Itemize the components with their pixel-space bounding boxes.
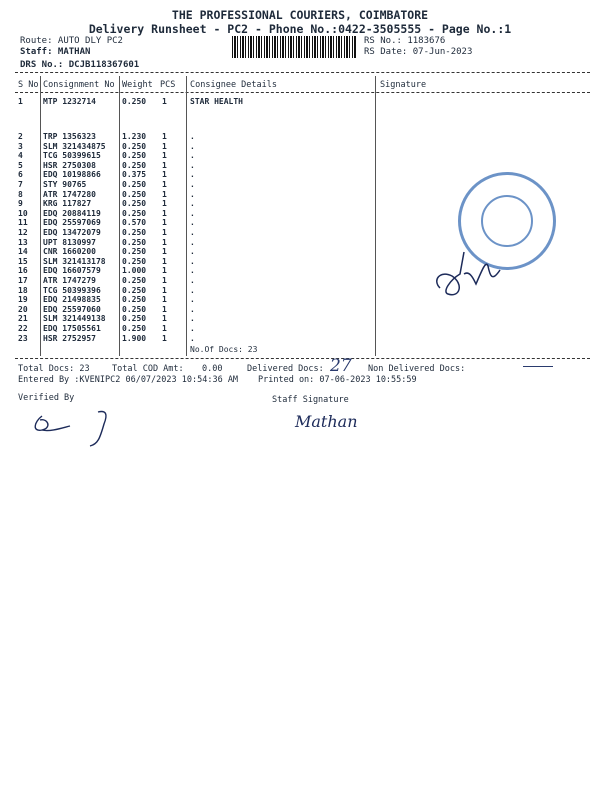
table-row <box>0 257 380 266</box>
row-weight: 0.250 <box>122 237 147 247</box>
barcode <box>232 36 356 58</box>
row-sno: 21 <box>18 314 28 324</box>
row-sno: 12 <box>18 228 28 237</box>
col-sno: S No <box>18 80 39 90</box>
row-sno: 4 <box>18 151 23 161</box>
row-consignment: EDQ 16607579 <box>43 266 101 276</box>
row-consignment: UPT 8130997 <box>43 237 96 247</box>
row-details: . <box>190 141 195 151</box>
divider <box>15 358 590 359</box>
row-details: . <box>190 189 195 199</box>
row-consignment: KRG 117827 <box>43 199 92 209</box>
table-row <box>0 276 380 285</box>
row-consignment: TCG 50399396 <box>43 285 101 295</box>
row-pcs: 1 <box>162 170 167 180</box>
row-pcs: 1 <box>162 141 167 151</box>
row-weight: 0.250 <box>122 295 147 305</box>
row-pcs: 1 <box>162 285 167 295</box>
col-signature: Signature <box>380 80 427 90</box>
row-sno: 11 <box>18 218 28 228</box>
table-row <box>0 324 380 333</box>
delivered-docs-value: 27 <box>330 356 352 376</box>
row-weight: 0.250 <box>122 256 147 266</box>
row-sno: 23 <box>18 333 28 343</box>
row-consignment: EDQ 25597060 <box>43 304 101 314</box>
row-pcs: 1 <box>162 199 167 209</box>
row-details: . <box>190 208 195 218</box>
row-pcs: 1 <box>162 276 167 285</box>
row-details: . <box>190 266 195 276</box>
total-docs: Total Docs: 23 <box>18 364 90 374</box>
row-details: . <box>190 304 195 314</box>
divider <box>15 92 590 93</box>
col-consignment: Consignment No <box>43 80 115 90</box>
col-details: Consignee Details <box>190 80 277 90</box>
staff-handwritten-signature: Mathan <box>295 412 358 431</box>
row-pcs: 1 <box>162 295 167 305</box>
row-pcs: 1 <box>162 218 167 228</box>
row-sno: 16 <box>18 266 28 276</box>
row-details: . <box>190 151 195 161</box>
row-weight: 0.250 <box>122 160 147 170</box>
printed-on: Printed on: 07-06-2023 10:55:59 <box>258 375 417 385</box>
row-consignment: HSR 2752957 <box>43 333 96 343</box>
rs-number: RS No.: 1183676 <box>364 36 446 46</box>
total-cod-label: Total COD Amt: <box>112 364 184 374</box>
table-row <box>0 228 380 237</box>
table-row <box>0 238 380 247</box>
row-weight: 0.250 <box>122 208 147 218</box>
row-sno: 7 <box>18 180 23 189</box>
runsheet-subtitle: Delivery Runsheet - PC2 - Phone No.:0422-3505555 - Page No.:1 <box>88 22 512 36</box>
row-details: . <box>190 228 195 237</box>
table-row <box>0 142 380 151</box>
route-label: Route: AUTO DLY PC2 <box>20 36 123 46</box>
row-sno: 18 <box>18 285 28 295</box>
table-row <box>0 161 380 170</box>
row-consignment: ATR 1747279 <box>43 276 96 285</box>
row-consignment: EDQ 25597069 <box>43 218 101 228</box>
table-row <box>0 180 380 189</box>
verified-signature <box>28 402 118 452</box>
row-weight: 0.250 <box>122 304 147 314</box>
row-consignment: SLM 321413178 <box>43 256 106 266</box>
row-details: . <box>190 247 195 257</box>
row-sno: 17 <box>18 276 28 285</box>
row-consignment: TRP 1356323 <box>43 132 96 141</box>
non-delivered-dash <box>523 366 553 367</box>
row-sno: 20 <box>18 304 28 314</box>
non-delivered-docs-label: Non Delivered Docs: <box>368 364 466 374</box>
row-pcs: 1 <box>162 256 167 266</box>
divider <box>15 72 590 73</box>
row-sno: 13 <box>18 237 28 247</box>
row-weight: 1.230 <box>122 132 147 141</box>
row-pcs: 1 <box>162 304 167 314</box>
row-weight: 1.000 <box>122 266 147 276</box>
table-row <box>0 170 380 179</box>
row-details: . <box>190 324 195 333</box>
row-sno: 9 <box>18 199 23 209</box>
row-weight: 0.250 <box>122 151 147 161</box>
row-pcs: 1 <box>162 314 167 324</box>
row-weight: 0.250 <box>122 324 147 333</box>
row-details: . <box>190 237 195 247</box>
table-row <box>0 218 380 227</box>
staff-signature-label: Staff Signature <box>272 395 349 405</box>
row-sno: 15 <box>18 256 28 266</box>
table-row <box>0 305 380 314</box>
row-consignment: EDQ 10198866 <box>43 170 101 180</box>
row-weight: 0.250 <box>122 276 147 285</box>
table-row <box>0 286 380 295</box>
row-weight: 0.250 <box>122 141 147 151</box>
row-sno: 5 <box>18 160 23 170</box>
row-sno: 22 <box>18 324 28 333</box>
row-sno: 19 <box>18 295 28 305</box>
row-pcs: 1 <box>162 266 167 276</box>
recipient-signature <box>430 240 530 310</box>
row-consignment: EDQ 21498835 <box>43 295 101 305</box>
row-sno: 3 <box>18 141 23 151</box>
row-details: . <box>190 132 195 141</box>
row-consignment: HSR 2750308 <box>43 160 96 170</box>
table-row <box>0 209 380 218</box>
row-weight: 0.250 <box>122 314 147 324</box>
row-pcs: 1 <box>162 247 167 257</box>
row-consignment: MTP 1232714 <box>43 97 96 106</box>
row-details: . <box>190 256 195 266</box>
row-pcs: 1 <box>162 151 167 161</box>
row-pcs: 1 <box>162 180 167 189</box>
row-details: . <box>190 276 195 285</box>
total-cod-value: 0.00 <box>202 364 223 374</box>
row-details: . <box>190 199 195 209</box>
row-details: STAR HEALTH <box>190 97 243 106</box>
row-details: . <box>190 180 195 189</box>
drs-number: DRS No.: DCJB118367601 <box>20 60 140 70</box>
row-consignment: EDQ 17505561 <box>43 324 101 333</box>
row-sno: 1 <box>18 97 23 106</box>
table-row <box>0 190 380 199</box>
row-details: . <box>190 160 195 170</box>
row-details: . <box>190 218 195 228</box>
row-consignment: SLM 321434875 <box>43 141 106 151</box>
row-weight: 0.250 <box>122 228 147 237</box>
row-details: . <box>190 170 195 180</box>
row-weight: 0.250 <box>122 189 147 199</box>
row-pcs: 1 <box>162 237 167 247</box>
company-title: THE PROFESSIONAL COURIERS, COIMBATORE <box>171 8 429 22</box>
row-weight: 0.250 <box>122 199 147 209</box>
col-weight: Weight <box>122 80 153 90</box>
row-pcs: 1 <box>162 333 167 343</box>
table-row <box>0 151 380 160</box>
col-pcs: PCS <box>160 80 176 90</box>
table-row <box>0 266 380 275</box>
table-row <box>0 132 380 141</box>
row-details: . <box>190 314 195 324</box>
delivered-docs-label: Delivered Docs: <box>247 364 324 374</box>
table-row <box>0 247 380 256</box>
row-weight: 0.570 <box>122 218 147 228</box>
no-of-docs: No.Of Docs: 23 <box>190 345 258 354</box>
row-consignment: STY 90765 <box>43 180 87 189</box>
rs-date: RS Date: 07-Jun-2023 <box>364 47 473 57</box>
row-consignment: EDQ 13472079 <box>43 228 101 237</box>
row-consignment: ATR 1747280 <box>43 189 96 199</box>
row-sno: 8 <box>18 189 23 199</box>
row-sno: 6 <box>18 170 23 180</box>
row-weight: 0.375 <box>122 170 147 180</box>
row-sno: 10 <box>18 208 28 218</box>
row-pcs: 1 <box>162 324 167 333</box>
row-consignment: EDQ 20884119 <box>43 208 101 218</box>
row-details: . <box>190 295 195 305</box>
table-row <box>0 334 380 343</box>
row-weight: 0.250 <box>122 180 147 189</box>
row-weight: 0.250 <box>122 285 147 295</box>
row-details: . <box>190 333 195 343</box>
table-row <box>0 295 380 304</box>
entered-by: Entered By :KVENIPC2 06/07/2023 10:54:36 AM <box>18 375 239 385</box>
row-consignment: SLM 321449138 <box>43 314 106 324</box>
row-pcs: 1 <box>162 208 167 218</box>
row-details: . <box>190 285 195 295</box>
row-weight: 0.250 <box>122 247 147 257</box>
table-row <box>0 314 380 323</box>
row-weight: 0.250 <box>122 97 147 106</box>
table-row <box>0 199 380 208</box>
row-consignment: CNR 1660200 <box>43 247 96 257</box>
staff-label: Staff: MATHAN <box>20 47 91 57</box>
row-pcs: 1 <box>162 97 167 106</box>
row-pcs: 1 <box>162 189 167 199</box>
row-consignment: TCG 50399615 <box>43 151 101 161</box>
verified-by-label: Verified By <box>18 393 75 403</box>
row-sno: 14 <box>18 247 28 257</box>
row-sno: 2 <box>18 132 23 141</box>
row-pcs: 1 <box>162 132 167 141</box>
table-row <box>0 97 380 106</box>
row-weight: 1.900 <box>122 333 147 343</box>
row-pcs: 1 <box>162 160 167 170</box>
row-pcs: 1 <box>162 228 167 237</box>
